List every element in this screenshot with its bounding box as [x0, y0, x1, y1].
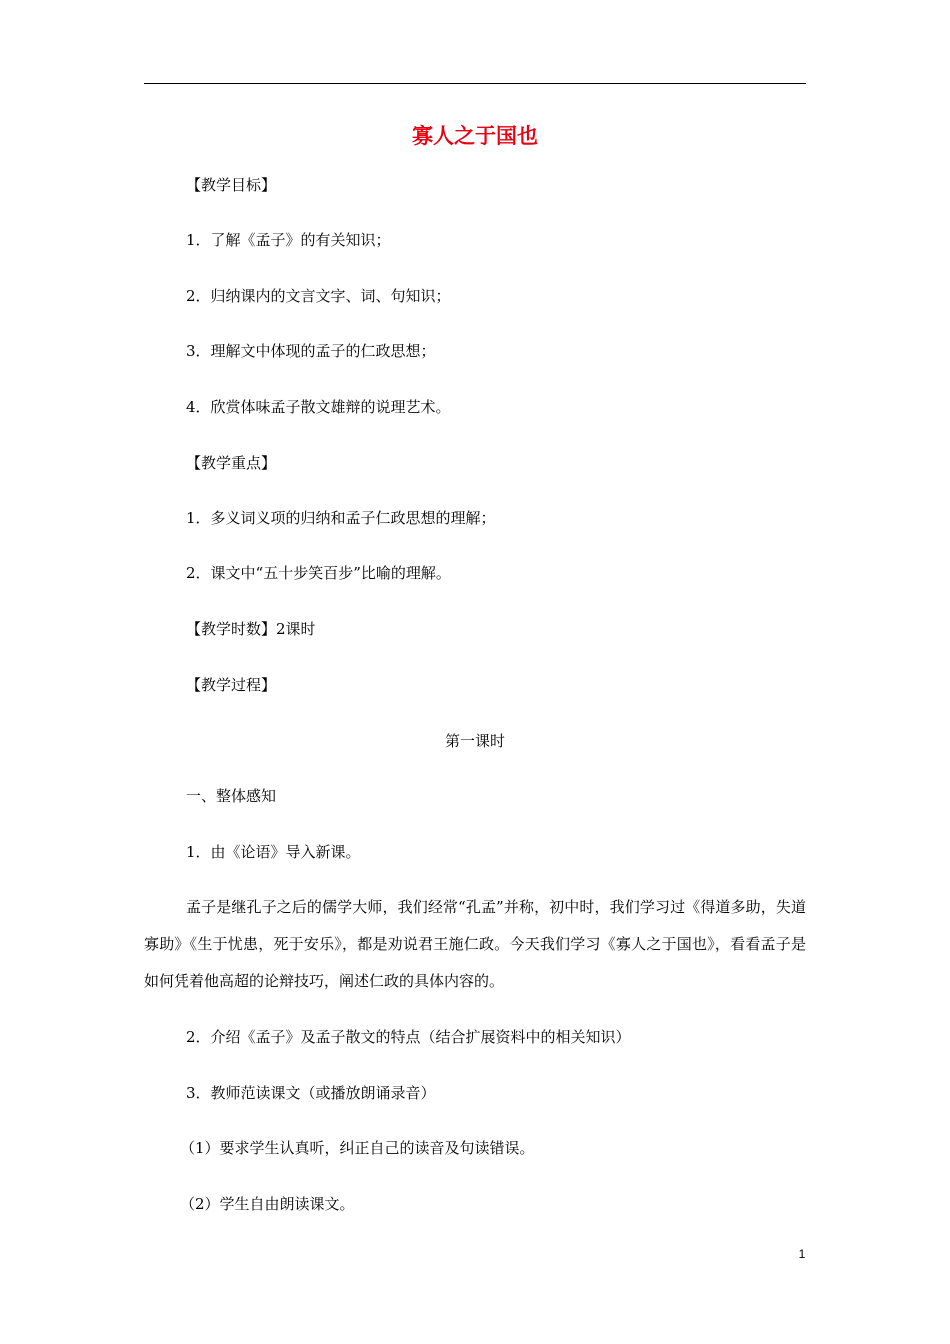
objective-item: 3．理解文中体现的孟子的仁政思想；: [186, 342, 436, 360]
page-title: 寡人之于国也: [412, 124, 538, 148]
sub-step-item: （2）学生自由朗读课文。: [180, 1195, 355, 1213]
header-rule: [144, 83, 806, 84]
section-heading: 一、整体感知: [186, 787, 277, 805]
objective-item: 1．了解《孟子》的有关知识；: [186, 231, 391, 249]
key-point-item: 2．课文中“五十步笑百步”比喻的理解。: [186, 564, 451, 582]
objective-item: 2．归纳课内的文言文字、词、句知识；: [186, 287, 451, 305]
step-item: 3．教师范读课文（或播放朗诵录音）: [186, 1084, 436, 1102]
key-point-item: 1．多义词义项的归纳和孟子仁政思想的理解；: [186, 509, 496, 527]
step-item: 2．介绍《孟子》及孟子散文的特点（结合扩展资料中的相关知识）: [186, 1028, 631, 1046]
objective-item: 4．欣赏体味孟子散文雄辩的说理艺术。: [186, 398, 451, 416]
teaching-hours: 【教学时数】2课时: [186, 620, 316, 638]
intro-paragraph: 孟子是继孔子之后的儒学大师，我们经常“孔孟”并称，初中时，我们学习过《得道多助，失道寡助》《生于忧患，死于安乐》，都是劝说君王施仁政。今天我们学习《寡人之于国也》，看看孟子是如何凭着他高超的论辩技巧，阐述仁政的具体内容的。: [144, 898, 806, 990]
sub-step-item: （1）要求学生认真听，纠正自己的读音及句读错误。: [180, 1139, 535, 1157]
lesson-title: 第一课时: [444, 732, 505, 750]
key-points-heading: 【教学重点】: [186, 454, 277, 472]
objectives-heading: 【教学目标】: [186, 176, 277, 194]
page-number: 1: [798, 1247, 806, 1261]
step-item: 1．由《论语》导入新课。: [186, 843, 361, 861]
process-heading: 【教学过程】: [186, 676, 277, 694]
